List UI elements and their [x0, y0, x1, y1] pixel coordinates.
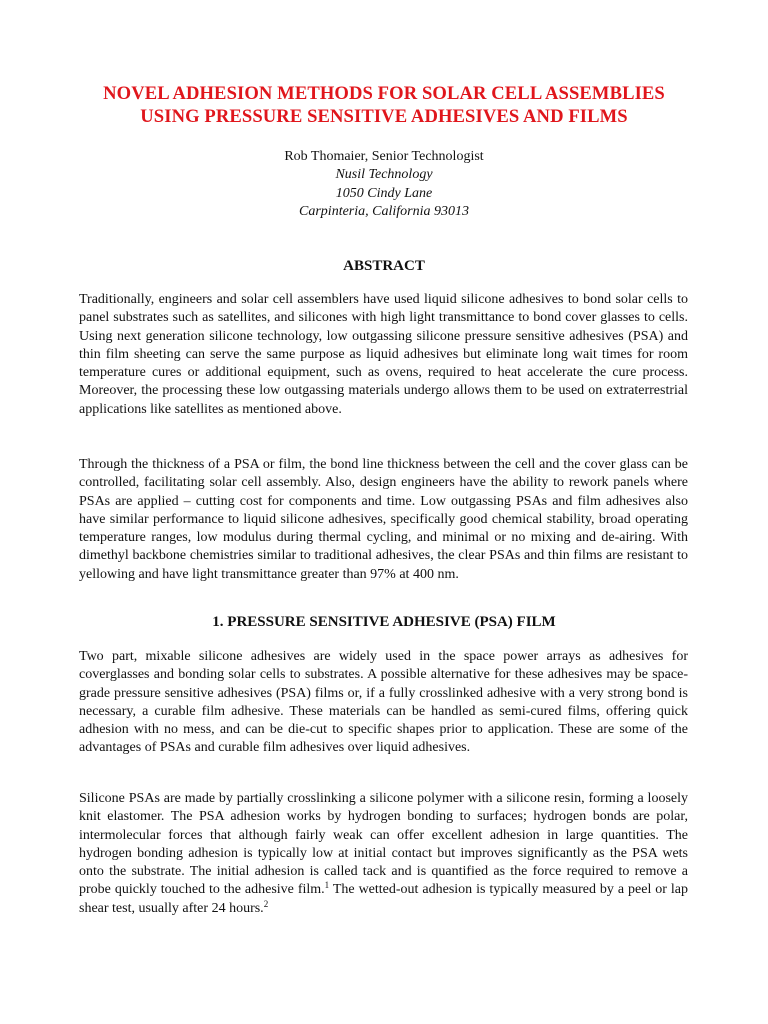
author-organization: Nusil Technology [335, 167, 433, 183]
footnote-ref-1: 1 [324, 880, 330, 891]
title-line-1: NOVEL ADHESION METHODS FOR SOLAR CELL ASSEMBLIES [103, 83, 665, 104]
section-1-heading: 1. PRESSURE SENSITIVE ADHESIVE (PSA) FILM [212, 614, 556, 630]
abstract-heading: ABSTRACT [343, 258, 425, 274]
author-city: Carpinteria, California 93013 [299, 203, 469, 219]
author-block [0, 148, 768, 221]
abstract-paragraph-2: Through the thickness of a PSA or film, the bond line thickness between the cell and the cover glass can be controlled, facilitating solar cell assembly. Also, design engineers have the ability to rework panels where PSAs are applied – cutting cost for components and time. Low outgassing PSAs and film adhesives also have similar performance to liquid silicone adhesives, specifically good chemical stability, broad operating temperature ranges, low modulus during thermal cycling, and minimal or no mixing and de-airing. With dimethyl backbone chemistries similar to traditional adhesives, the clear PSAs and thin films are resistant to yellowing and have light transmittance greater than 97% at 400 nm. [79, 457, 688, 582]
paragraph-2-text-a: Silicone PSAs are made by partially crosslinking a silicone polymer with a silicone resin, forming a loosely knit elastomer. The PSA adhesion works by hydrogen bonding to surfaces; hydrogen bonds are polar, intermolecular forces that although fairly weak can offer excellent adhesion in large quantities. The hydrogen bonding adhesion is typically low at initial contact but improves significantly as the PSA wets onto the substrate. The initial adhesion is called tack and is quantified as the force required to remove a probe quickly touched to the adhesive film. [79, 791, 688, 898]
section-1-paragraph-1: Two part, mixable silicone adhesives are widely used in the space power arrays as adhesives for coverglasses and bonding solar cells to substrates. A possible alternative for these adhesives may be space-grade pressure sensitive adhesives (PSA) films or, if a fully crosslinked adhesive with a very strong bond is necessary, a curable film adhesive. These materials can be handled as semi-cured films, offering quick adhesion with no mess, and can be die-cut to specific shapes prior to application. These are some of the advantages of PSAs and curable film adhesives over liquid adhesives. [79, 649, 688, 756]
title-line-2: USING PRESSURE SENSITIVE ADHESIVES AND FILMS [140, 106, 628, 127]
footnote-ref-2: 2 [263, 898, 269, 909]
paragraph-2-text-b: The wetted-out adhesion is typically measured by a peel or lap shear test, usually after 24 hours. [79, 882, 688, 916]
section-1-paragraph-2 [79, 790, 688, 918]
abstract-paragraph-1: Traditionally, engineers and solar cell assemblers have used liquid silicone adhesives to bond solar cells to panel substrates such as satellites, and silicones with high light transmittance to bond cover glasses to cells. Using next generation silicone technology, low outgassing silicone pressure sensitive adhesives (PSA) and thin film sheeting can serve the same purpose as liquid adhesives but eliminate long wait times for room temperature cures or additional equipment, such as ovens, required to heat accelerate the cure process. Moreover, the processing these low outgassing materials undergo allows them to be used on extraterrestrial applications like satellites as mentioned above. [79, 292, 688, 417]
author-name: Rob Thomaier, Senior Technologist [284, 149, 484, 164]
author-street: 1050 Cindy Lane [335, 185, 433, 201]
paper-title [40, 82, 728, 128]
